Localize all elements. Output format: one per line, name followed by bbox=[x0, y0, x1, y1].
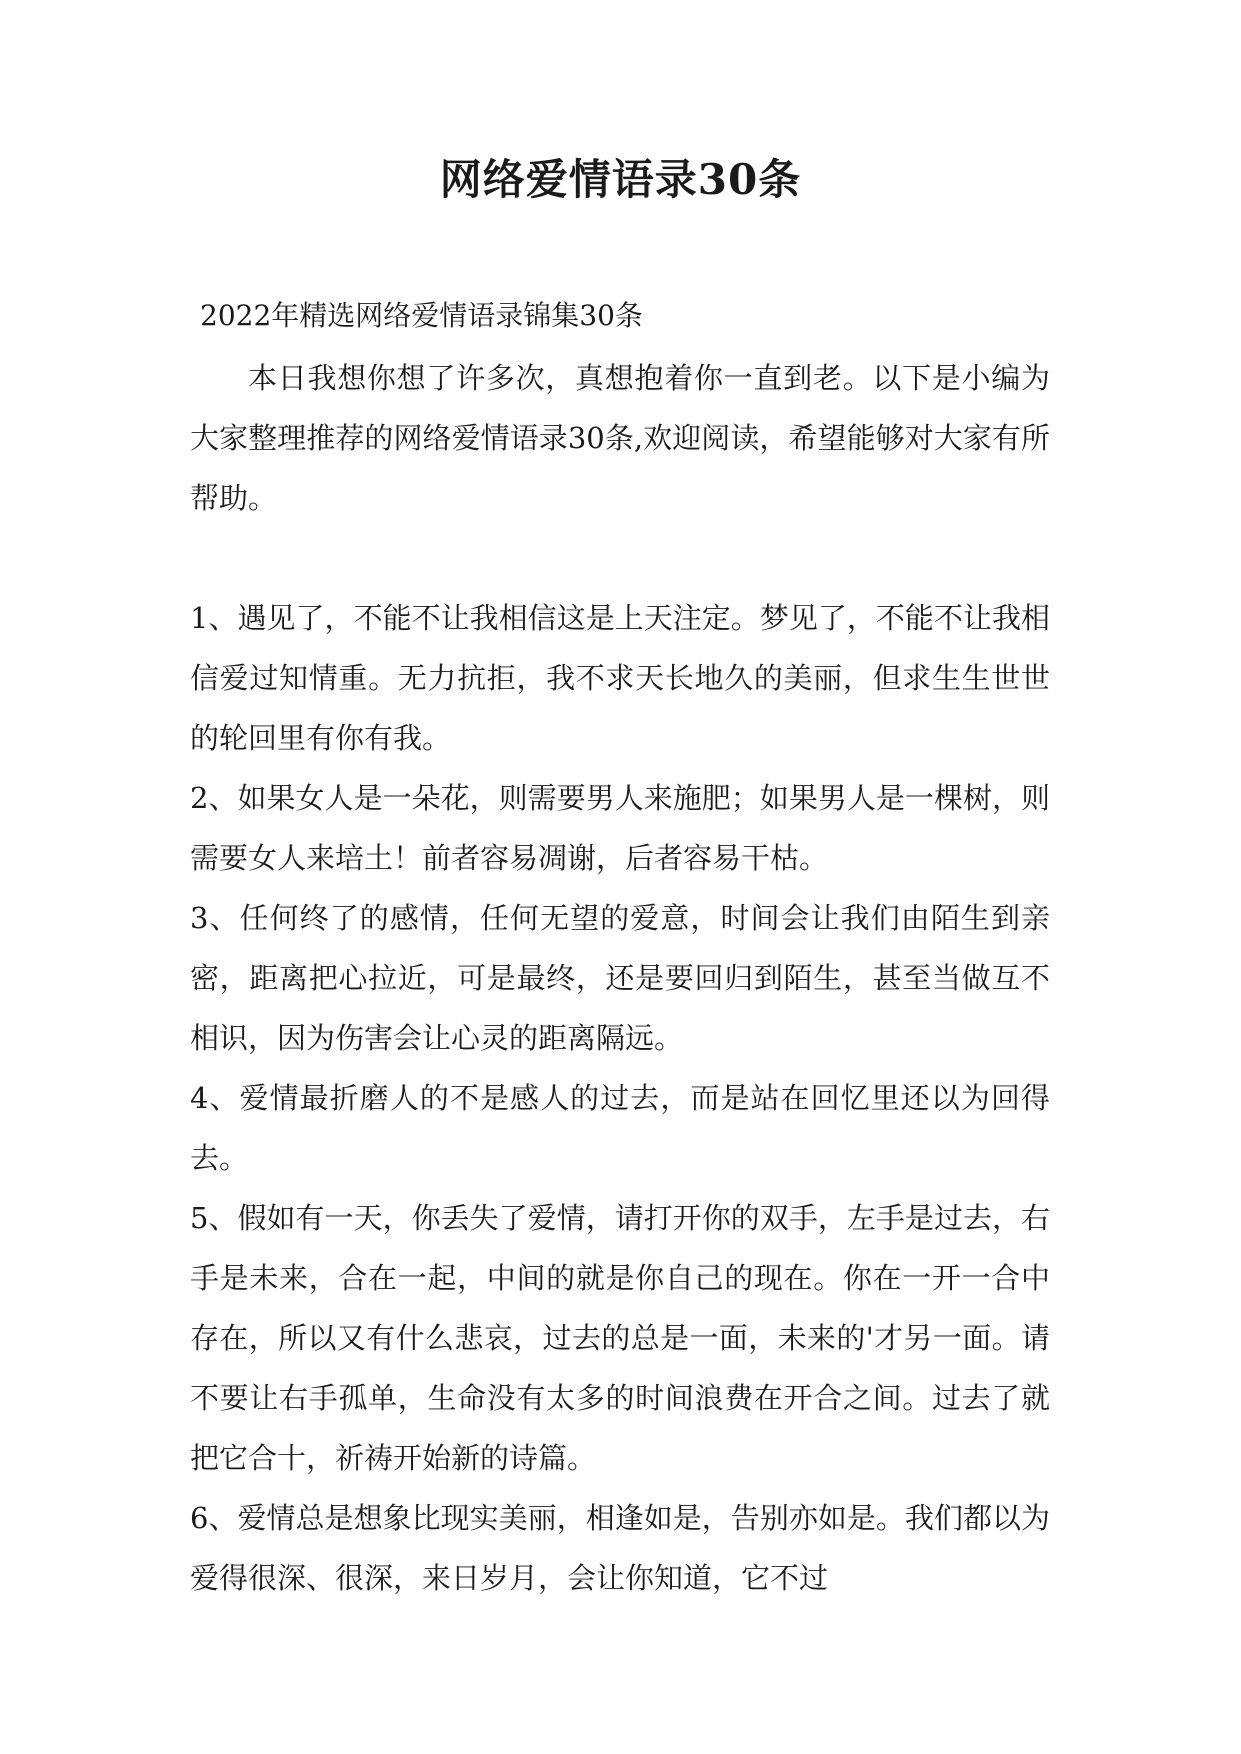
intro-paragraph: 本日我想你想了许多次，真想抱着你一直到老。以下是小编为大家整理推荐的网络爱情语录30条,欢迎阅读，希望能够对大家有所帮助。 bbox=[190, 361, 1050, 515]
list-item: 5、假如有一天，你丢失了爱情，请打开你的双手，左手是过去，右手是未来，合在一起，中间的就是你自己的现在。你在一开一合中存在，所以又有什么悲哀，过去的总是一面，未来的'才另一面。请不要让右手孤单，生命没有太多的时间浪费在开合之间。过去了就把它合十，祈祷开始新的诗篇。 bbox=[190, 1201, 1050, 1475]
list-item: 6、爱情总是想象比现实美丽，相逢如是，告别亦如是。我们都以为爱得很深、很深，来日岁月，会让你知道，它不过 bbox=[190, 1501, 1050, 1595]
subtitle: 2022年精选网络爱情语录锦集30条 bbox=[200, 299, 643, 332]
list-item: 4、爱情最折磨人的不是感人的过去，而是站在回忆里还以为回得去。 bbox=[190, 1081, 1050, 1175]
list-item: 1、遇见了，不能不让我相信这是上天注定。梦见了，不能不让我相信爱过知情重。无力抗拒，我不求天长地久的美丽，但求生生世世的轮回里有你有我。 bbox=[190, 601, 1050, 755]
list-item: 2、如果女人是一朵花，则需要男人来施肥；如果男人是一棵树，则需要女人来培土！前者容易凋谢，后者容易干枯。 bbox=[190, 781, 1050, 875]
list-item: 3、任何终了的感情，任何无望的爱意，时间会让我们由陌生到亲密，距离把心拉近，可是最终，还是要回归到陌生，甚至当做互不相识，因为伤害会让心灵的距离隔远。 bbox=[190, 901, 1050, 1055]
document-body bbox=[190, 348, 1050, 1608]
page-title: 网络爱情语录30条 bbox=[439, 155, 802, 204]
paragraph-gap bbox=[190, 528, 1050, 588]
